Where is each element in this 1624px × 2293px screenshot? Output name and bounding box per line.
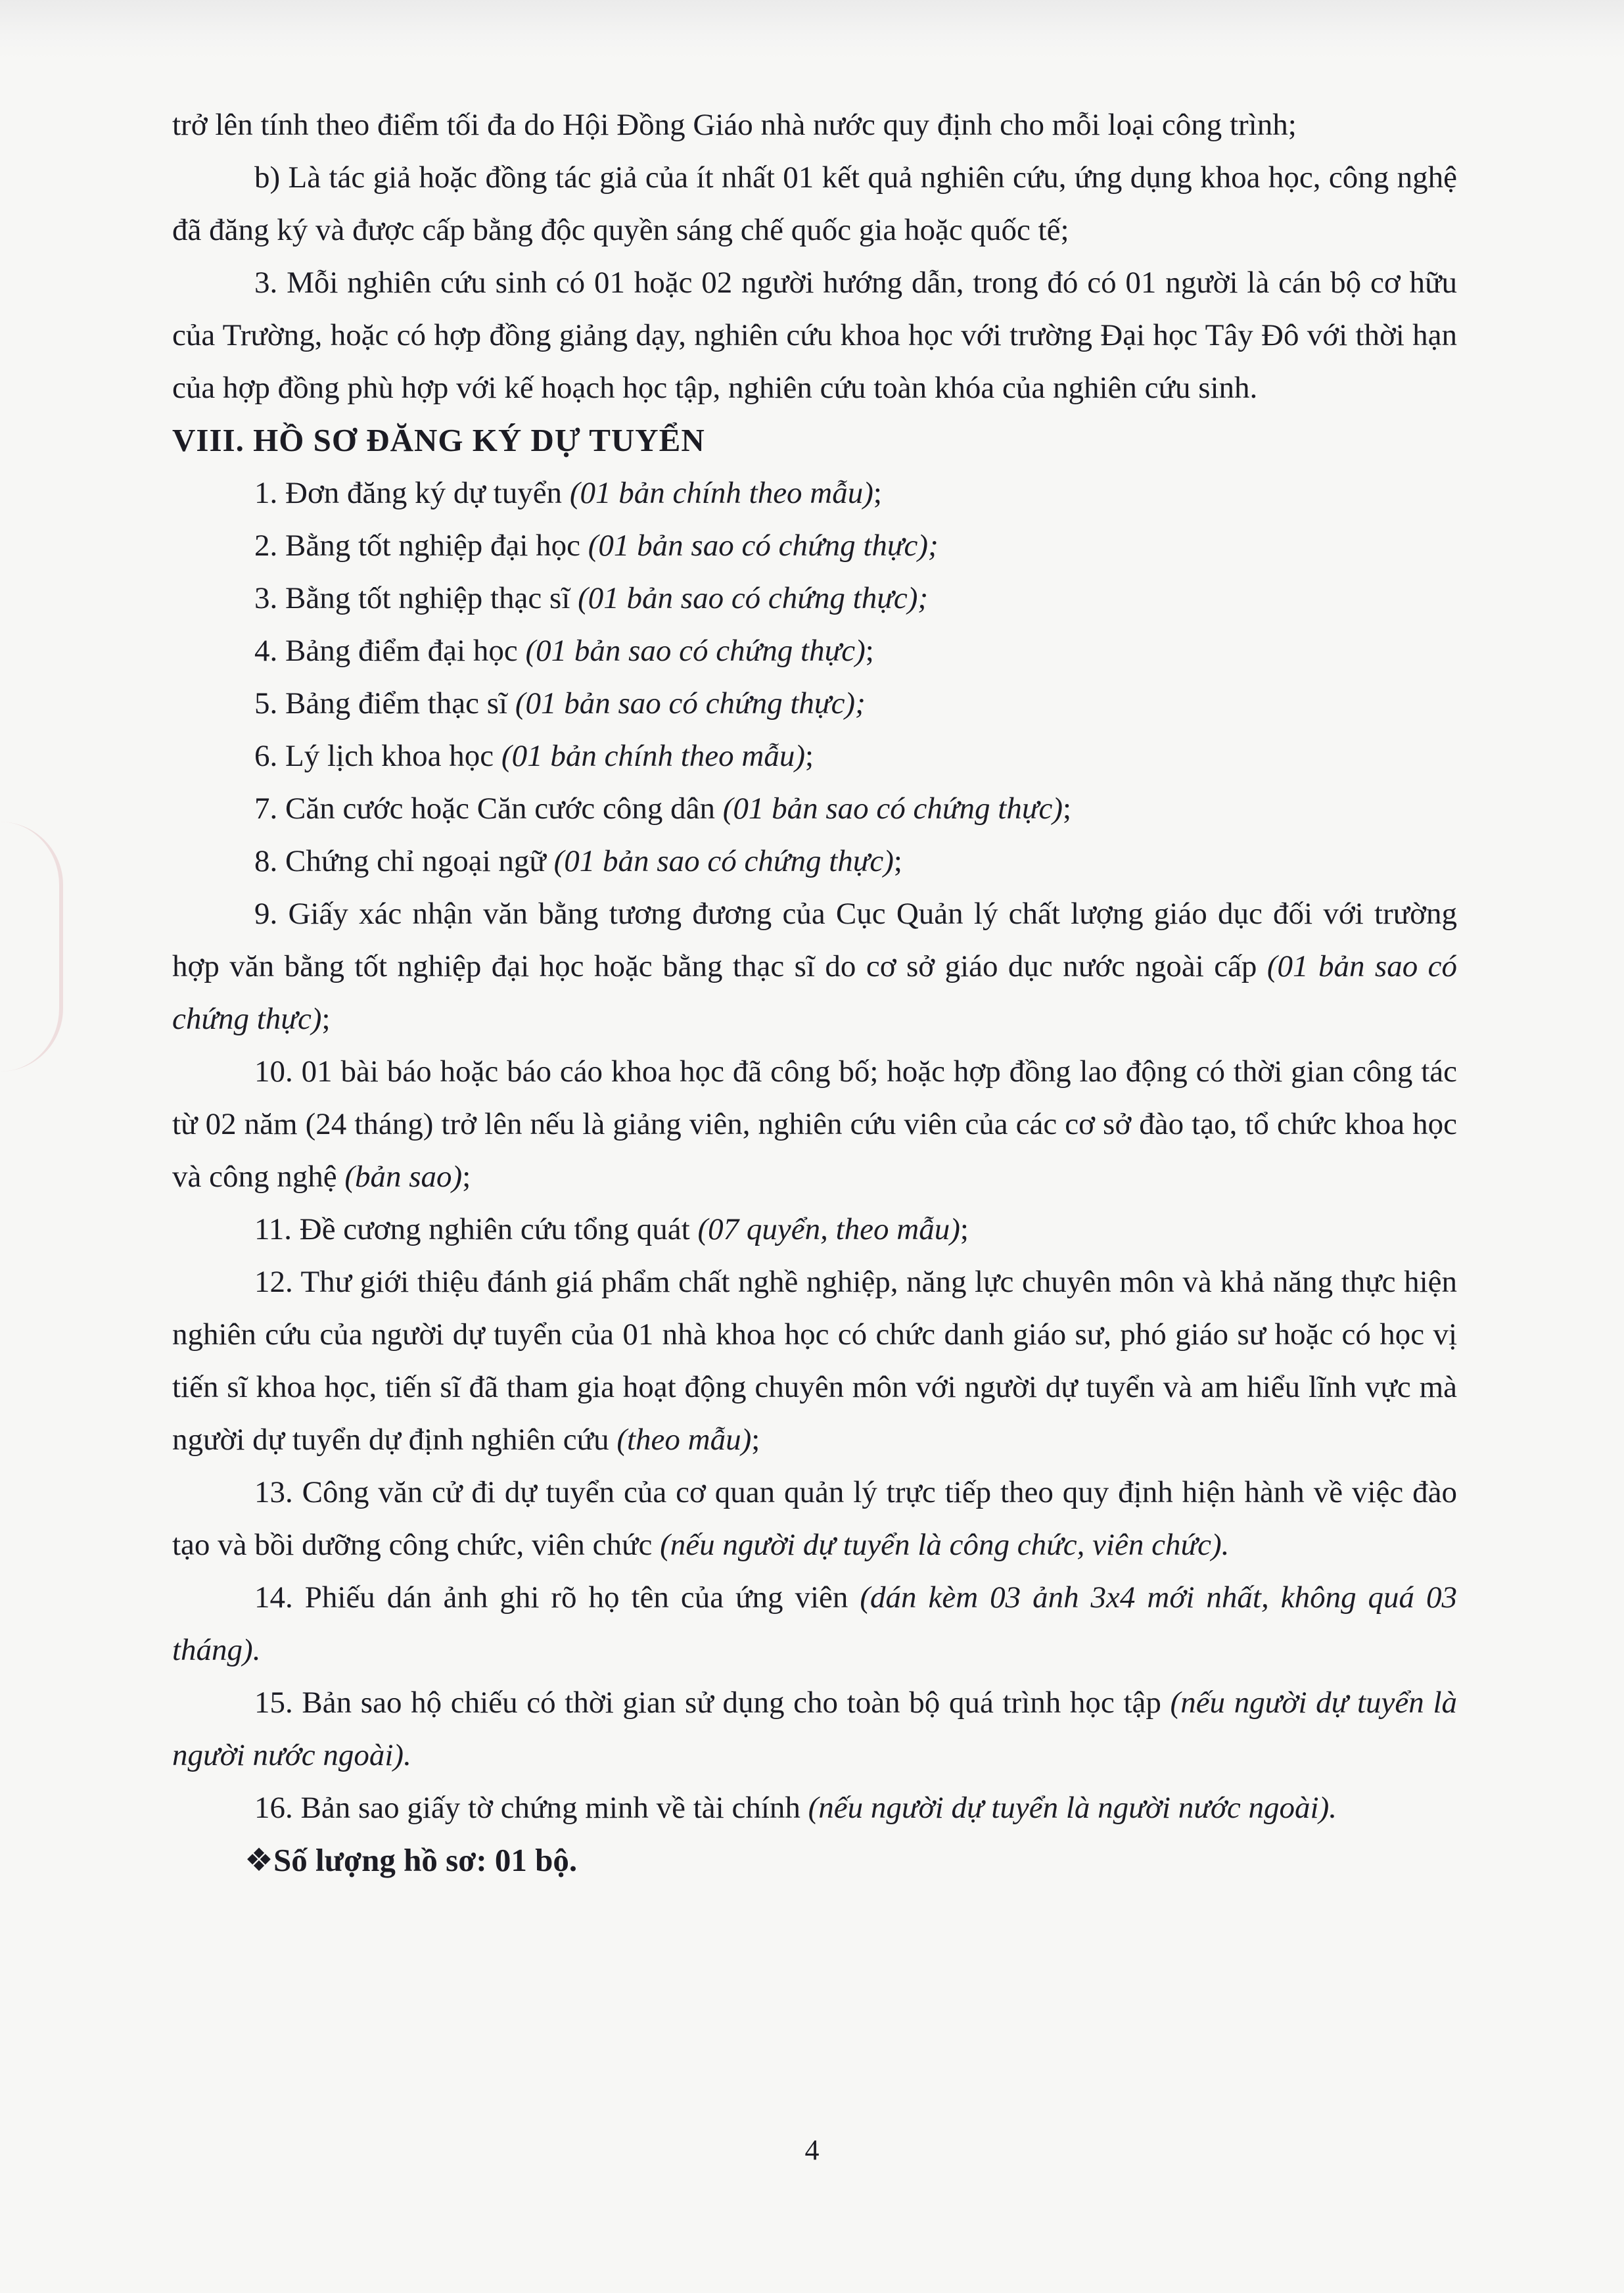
summary-line	[172, 1834, 1457, 1887]
list-item-note: (01 bản sao có chứng thực)	[722, 792, 1063, 826]
list-item-text: 10. 01 bài báo hoặc báo cáo khoa học đã công bố; hoặc hợp đồng lao động có thời gian công tác từ 02 năm (24 tháng) trở lên nếu là giảng viên, nghiên cứu viên của các cơ sở đào tạo, tổ chức khoa học và công nghệ	[172, 1054, 1457, 1194]
list-item-note: (01 bản chính theo mẫu)	[569, 476, 873, 510]
intro-item-3: 3. Mỗi nghiên cứu sinh có 01 hoặc 02 người hướng dẫn, trong đó có 01 người là cán bộ cơ hữu của Trường, hoặc có hợp đồng giảng dạy, nghiên cứu khoa học với trường Đại học Tây Đô với thời hạn của hợp đồng phù hợp với kế hoạch học tập, nghiên cứu toàn khóa của nghiên cứu sinh.	[172, 266, 1457, 405]
list-item	[172, 677, 1457, 730]
list-item-note: (01 bản sao có chứng thực);	[578, 581, 929, 615]
diamond-bullet-icon: ❖	[244, 1842, 273, 1878]
stamp-mark	[0, 822, 63, 1072]
list-item-note: (nếu người dự tuyển là công chức, viên chức).	[660, 1528, 1230, 1562]
list-item	[172, 835, 1457, 887]
list-item	[172, 519, 1457, 572]
document-body	[172, 99, 1457, 1887]
list-item-punctuation: ;	[751, 1423, 760, 1457]
document-list	[172, 467, 1457, 1834]
list-item-note: (01 bản chính theo mẫu)	[501, 739, 806, 773]
list-item	[172, 1256, 1457, 1466]
list-item-punctuation: ;	[1062, 792, 1072, 826]
list-item-text: 12. Thư giới thiệu đánh giá phẩm chất nghề nghiệp, năng lực chuyên môn và khả năng thực hiện nghiên cứu của người dự tuyển của 01 nhà khoa học có chức danh giáo sư, phó giáo sư hoặc có học vị tiến sĩ khoa học, tiến sĩ đã tham gia hoạt động chuyên môn với người dự tuyển và am hiểu lĩnh vực mà người dự tuyển dự định nghiên cứu	[172, 1265, 1457, 1457]
list-item-text: 6. Lý lịch khoa học	[254, 739, 501, 773]
list-item-text: 7. Căn cước hoặc Căn cước công dân	[254, 792, 723, 826]
list-item	[172, 887, 1457, 1045]
intro-continuation: trở lên tính theo điểm tối đa do Hội Đồng Giáo nhà nước quy định cho mỗi loại công trình;	[172, 108, 1297, 142]
list-item	[172, 1571, 1457, 1676]
summary-text: Số lượng hồ sơ: 01 bộ.	[273, 1842, 578, 1878]
list-item-note: (bản sao)	[344, 1160, 463, 1194]
list-item-text: 13. Công văn cử đi dự tuyển của cơ quan quản lý trực tiếp theo quy định hiện hành về việc đào tạo và bồi dưỡng công chức, viên chức	[172, 1475, 1457, 1562]
list-item-punctuation: ;	[321, 1002, 331, 1036]
list-item	[172, 1466, 1457, 1571]
list-item-note: (nếu người dự tuyển là người nước ngoài).	[172, 1686, 1458, 1772]
list-item-text: 1. Đơn đăng ký dự tuyển	[254, 476, 570, 510]
list-item-note: (01 bản sao có chứng thực)	[525, 634, 866, 668]
list-item	[172, 625, 1457, 677]
list-item	[172, 1676, 1457, 1782]
list-item-text: 3. Bằng tốt nghiệp thạc sĩ	[254, 581, 578, 615]
list-item	[172, 572, 1457, 625]
page-number: 4	[804, 2134, 820, 2166]
list-item-text: 2. Bằng tốt nghiệp đại học	[254, 529, 588, 563]
list-item-note: (nếu người dự tuyển là người nước ngoài).	[808, 1791, 1337, 1825]
list-item	[172, 1203, 1457, 1256]
list-item-punctuation: ;	[462, 1160, 471, 1194]
list-item-text: 16. Bản sao giấy tờ chứng minh về tài chính	[254, 1791, 808, 1825]
list-item-note: (07 quyển, theo mẫu)	[697, 1212, 960, 1246]
list-item-punctuation: ;	[865, 634, 874, 668]
list-item-note: (01 bản sao có chứng thực);	[588, 529, 939, 563]
list-item-punctuation: ;	[960, 1212, 969, 1246]
section-heading: VIII. HỒ SƠ ĐĂNG KÝ DỰ TUYỂN	[172, 422, 705, 458]
list-item	[172, 1782, 1457, 1834]
list-item-punctuation: ;	[893, 844, 902, 878]
list-item-text: 4. Bảng điểm đại học	[254, 634, 526, 668]
list-item-text: 14. Phiếu dán ảnh ghi rõ họ tên của ứng viên	[254, 1580, 860, 1615]
list-item-text: 5. Bảng điểm thạc sĩ	[254, 686, 515, 721]
intro-item-b: b) Là tác giả hoặc đồng tác giả của ít nhất 01 kết quả nghiên cứu, ứng dụng khoa học, công nghệ đã đăng ký và được cấp bằng độc quyền sáng chế quốc gia hoặc quốc tế;	[172, 160, 1457, 247]
scan-top-edge	[0, 0, 1624, 59]
list-item-text: 8. Chứng chỉ ngoại ngữ	[254, 844, 554, 878]
list-item-punctuation: ;	[873, 476, 882, 510]
list-item-text: 15. Bản sao hộ chiếu có thời gian sử dụng cho toàn bộ quá trình học tập	[254, 1686, 1171, 1720]
list-item-note: (01 bản sao có chứng thực)	[553, 844, 894, 878]
list-item-note: (dán kèm 03 ảnh 3x4 mới nhất, không quá 03 tháng).	[172, 1580, 1457, 1667]
list-item	[172, 730, 1457, 782]
list-item-text: 11. Đề cương nghiên cứu tổng quát	[254, 1212, 698, 1246]
list-item-punctuation: ;	[805, 739, 814, 773]
list-item-note: (theo mẫu)	[616, 1423, 752, 1457]
list-item	[172, 467, 1457, 519]
list-item-text: 9. Giấy xác nhận văn bằng tương đương của Cục Quản lý chất lượng giáo dục đối với trường hợp văn bằng tốt nghiệp đại học hoặc bằng thạc sĩ do cơ sở giáo dục nước ngoài cấp	[172, 897, 1457, 983]
list-item	[172, 782, 1457, 835]
list-item-note: (01 bản sao có chứng thực);	[515, 686, 866, 721]
list-item-note: (01 bản sao có chứng thực)	[172, 949, 1457, 1036]
list-item	[172, 1045, 1457, 1203]
